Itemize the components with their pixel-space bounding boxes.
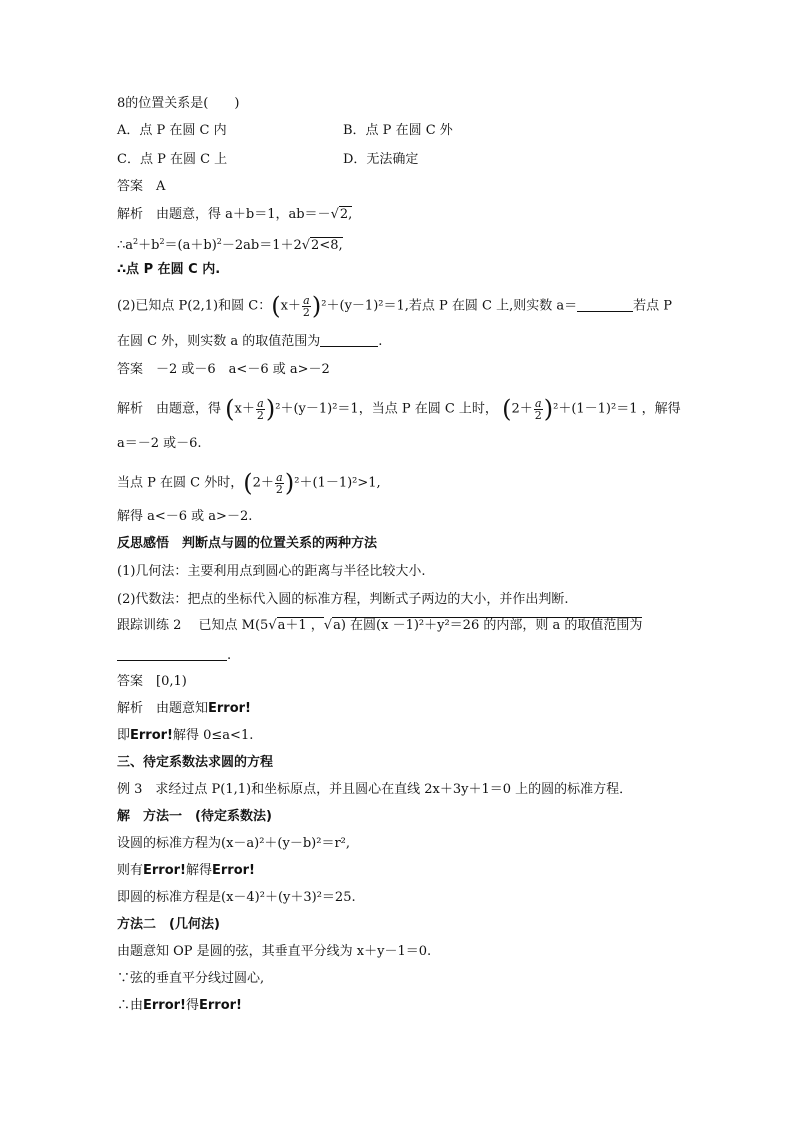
explanation-9: 即Error!解得 0≤a<1.: [117, 728, 254, 743]
option-d: D．无法确定: [343, 152, 419, 167]
explanation-5: a＝－2 或－6.: [117, 436, 202, 451]
explanation-4: 解析 由题意，得 (x＋ $\frac{a}{2}$ )²＋(y－1)²＝1，当点 P 在圆 C 上时， (2＋ $\frac{a}{2}$ )²＋(1－1)²＝1 ，解得: [117, 395, 681, 423]
explanation-6: 当点 P 在圆 C 外时，(2＋ $\frac{a}{2}$ )²＋(1－1)²>1,: [117, 469, 381, 497]
question-2-line1: (2)已知点 P(2,1)和圆 C：(x＋ $\frac{a}{2}$ )²＋(y－1)²＝1,若点 P 在圆 C 上,则实数 a＝ 若点 P: [117, 292, 673, 320]
sqrt-symbol: √: [330, 207, 339, 222]
example-3: 例 3 求经过点 P(1,1)和坐标原点，并且圆心在直线 2x＋3y＋1＝0 上的圆的标准方程．: [117, 782, 633, 797]
method-2-heading: 方法二 (几何法): [117, 917, 220, 932]
option-b: B．点 P 在圆 C 外: [343, 123, 453, 138]
geometry-step-1: 由题意知 OP 是圆的弦，其垂直平分线为 x＋y－1＝0.: [117, 944, 432, 959]
explanation-8: 解析 由题意知Error!: [117, 701, 251, 716]
answer-2: 答案 －2 或－6 a<－6 或 a>－2: [117, 362, 330, 377]
sqrt-symbol: √: [268, 618, 277, 633]
geometry-step-3: ∴由Error!得Error!: [117, 998, 242, 1013]
explanation-1: 解析 由题意，得 a＋b＝1，ab＝－√2,: [117, 207, 353, 222]
line-question-tail: 8的位置关系是( ): [117, 96, 240, 111]
solution-step-1: 设圆的标准方程为(x－a)²＋(y－b)²＝r²,: [117, 836, 351, 851]
option-c: C．点 P 在圆 C 上: [117, 152, 228, 167]
sqrt-symbol: √: [301, 238, 311, 253]
solution-heading: 解 方法一 (待定系数法): [117, 809, 272, 824]
answer-3: 答案 [0,1): [117, 674, 187, 689]
solution-step-2: 则有Error!解得Error!: [117, 863, 255, 878]
practice-2: 跟踪训练 2 已知点 M(5√a＋1 ，√a) 在圆(x －1)²＋y²＝26 的内部，则 a 的取值范围为: [117, 618, 643, 633]
answer-blank[interactable]: [320, 334, 378, 347]
reflection-heading: 反思感悟 判断点与圆的位置关系的两种方法: [117, 536, 378, 551]
section-3-heading: 三、待定系数法求圆的方程: [117, 755, 274, 770]
method-2: (2)代数法：把点的坐标代入圆的标准方程，判断式子两边的大小，并作出判断.: [117, 592, 569, 607]
geometry-step-2: ∵弦的垂直平分线过圆心,: [117, 971, 265, 986]
answer-1: 答案 A: [117, 179, 166, 194]
explanation-3: ∴点 P 在圆 C 内.: [117, 262, 221, 277]
explanation-2: $\therefore a^2+b^2=(a+b)^2-2ab=1+2√2<8$,: [117, 237, 343, 253]
fraction-a-over-2: $\frac{a}{2}$: [256, 396, 264, 422]
answer-blank[interactable]: [577, 299, 633, 312]
option-a: A．点 P 在圆 C 内: [117, 123, 227, 138]
sqrt-symbol: √: [323, 618, 333, 633]
fraction-a-over-2: $\frac{a}{2}$: [302, 293, 310, 319]
method-1: (1)几何法：主要利用点到圆心的距离与半径比较大小.: [117, 564, 426, 579]
explanation-7: 解得 a<－6 或 a>－2.: [117, 509, 253, 524]
solution-step-3: 即圆的标准方程是(x－4)²＋(y＋3)²＝25.: [117, 890, 356, 905]
question-2-line2: 在圆 C 外，则实数 a 的取值范围为 .: [117, 334, 383, 349]
fraction-a-over-2: $\frac{a}{2}$: [275, 470, 283, 496]
practice-2-blank: .: [117, 648, 231, 664]
fraction-a-over-2: $\frac{a}{2}$: [534, 396, 542, 422]
answer-blank[interactable]: [117, 648, 227, 661]
